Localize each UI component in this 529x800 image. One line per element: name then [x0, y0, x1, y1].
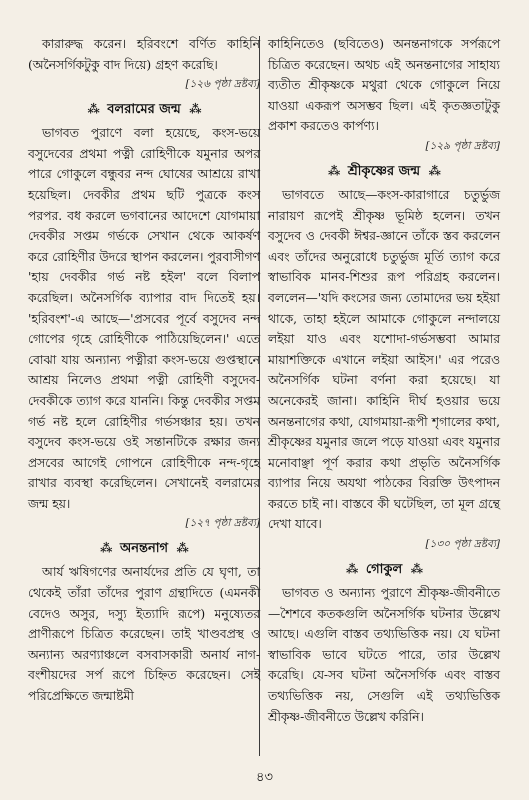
- ornament-icon: ⁂: [428, 163, 440, 178]
- paragraph-intro: কারারুদ্ধ করেন। হরিবংশে বর্ণিত কাহিনি (অনৈসর্গিকটুকু বাদ দিয়ে) গ্রহণ করেছি।: [28, 37, 260, 72]
- heading-text: শ্রীকৃষ্ণের জন্ম: [347, 163, 421, 179]
- page-reference: [১২৯ পৃষ্ঠা দ্রষ্টব্য]: [425, 139, 500, 152]
- page-number: ৪৩: [256, 770, 273, 785]
- ornament-icon: ⁂: [328, 163, 340, 178]
- ornament-icon: ⁂: [346, 562, 358, 577]
- paragraph-gokul: ভাগবত ও অন্যান্য পুরাণে শ্রীকৃষ্ণ-জীবনীতে—শৈশবে কতকগুলি অনৈসর্গিক ঘটনার উল্লেখ আছে। এগুলি বাস্তব তথ্যভিত্তিক নয়। যে ঘটনা স্বাভাবিক ভাবে ঘটতে পারে, তার উল্লেখ করেছি। যে-সব ঘটনা অনৈসর্গিক এবং বাস্তব তথ্যভিত্তিক নয়, সেগুলি এই তথ্যভিত্তিক শ্রীকৃষ্ণ-জীবনীতে উল্লেখ করিনি।: [268, 586, 500, 724]
- ornament-icon: ⁂: [410, 562, 422, 577]
- page-reference: [১৩০ পৃষ্ঠা দ্রষ্টব্য]: [425, 538, 500, 551]
- page-reference: [১২৭ পৃষ্ঠা দ্রষ্টব্য]: [185, 517, 260, 530]
- paragraph-krishna-birth: ভাগবতে আছে—কংস-কারাগারে চতুর্ভুজ নারায়ণ রূপেই শ্রীকৃষ্ণ ভূমিষ্ঠ হলেন। তখন বসুদেব ও দেবকী ঈশ্বর-জ্ঞানে তাঁকে স্তব করলেন এবং তাঁদের অনুরোধে চতুর্ভুজ মূর্তি ত্যাগ করে স্বাভাবিক মানব-শিশুর রূপ পরিগ্রহ করলেন। বললেন—'যদি কংসের জন্য তোমাদের ভয় হইয়া থাকে, তাহা হইলে আমাকে গোকুলে নন্দালয়ে লইয়া যাও এবং যশোদা-গর্ভসম্ভবা আমার মায়াশক্তিকে এখানে লইয়া আইস।' এর পরেও অনৈসর্গিক ঘটনা বর্ণনা করা হয়েছে। যা অনেকেরই জানা। কাহিনি দীর্ঘ হওয়ার ভয়ে অনন্তনাগের কথা, যোগমায়া-রূপী শৃগালের কথা, শ্রীকৃষ্ণের যমুনার জলে পড়ে যাওয়া এবং যমুনার মনোবাঞ্ছা পূর্ণ করার কথা প্রভৃতি অনৈসর্গিক ব্যাপার নিয়ে অযথা পাঠকের বিরক্তি উৎপাদন করতে চাই না। বাস্তবে কী ঘটেছিল, তা মূল গ্রন্থে দেখা যাবে।: [268, 187, 500, 532]
- section-heading-anantanag: [28, 539, 260, 560]
- paragraph-anantanag-cont: কাহিনিতেও (ছবিতেও) অনন্তনাগকে সর্পরূপে চিত্রিত করেছেন। অথচ এই অনন্তনাগের সাহায্য ব্যতীত শ্রীকৃষ্ণকে মথুরা থেকে গোকুলে নিয়ে যাওয়া একরূপ অসম্ভব ছিল। এই কৃতজ্ঞতাটুকু প্রকাশ করতেও কার্পণ্য।: [268, 37, 500, 134]
- page-reference: [১২৬ পৃষ্ঠা দ্রষ্টব্য]: [185, 78, 260, 91]
- left-column: [28, 34, 260, 707]
- section-heading-balaram: [28, 100, 260, 121]
- section-heading-krishna-birth: [268, 162, 500, 183]
- section-heading-gokul: [268, 560, 500, 581]
- ornament-icon: ⁂: [176, 541, 188, 556]
- ornament-icon: ⁂: [189, 102, 201, 117]
- heading-text: অনন্তনাগ: [119, 541, 169, 557]
- paragraph-anantanag: আর্য ঋষিগণের অনার্যদের প্রতি যে ঘৃণা, তা থেকেই তাঁরা তাঁদের পুরাণ গ্রন্থাদিতে (এমনকী বেদেও অসুর, দস্যু ইত্যাদি রূপে) মনুষ্যেতর প্রাণীরূপে চিত্রিত করেছেন। তাই খাণ্ডবপ্রস্থ ও অন্যান্য অরণ্যাঞ্চলে বসবাসকারী অনার্য নাগ-বংশীয়দের সর্প রূপে চিহ্নিত করেছেন। সেই পরিপ্রেক্ষিতে জন্মাষ্টমী: [28, 565, 260, 704]
- right-column: [268, 34, 500, 727]
- paragraph-balaram: ভাগবত পুরাণে বলা হয়েছে, কংস-ভয়ে বসুদেবের প্রথমা পত্নী রোহিণীকে যমুনার অপর পারে গোকুলে বন্ধুবর নন্দ ঘোষের আশ্রয়ে রাখা হয়েছিল। দেবকীর প্রথম ছটি পুত্রকে কংস পরপর. বধ করলে ভগবানের আদেশে যোগমায়া দেবকীর সপ্তম গর্ভকে সেখান থেকে আকর্ষণ করে রোহিণীর উদরে স্থাপন করলেন। পুরবাসীগণ 'হায় দেবকীর গর্ভ নষ্ট হইল' বলে বিলাপ করেছিল। অনৈসর্গিক ব্যাপার বাদ দিতেই হয়। 'হরিবংশ'-এ আছে—'প্রসবের পূর্বে বসুদেব নন্দ গোপের গৃহে রোহিণীকে পাঠিয়েছিলেন।' এতে বোঝা যায় অন্যান্য পত্নীরা কংস-ভয়ে গুপ্তস্থানে আশ্রয় নিলেও প্রথমা পত্নী রোহিণী বসুদেব-দেবকীকে ত্যাগ করে যাননি। কিন্তু দেবকীর সপ্তম গর্ভ নষ্ট হলে রোহিণীর গর্ভসঞ্চার হয়। তখন বসুদেব কংস-ভয়ে ওই সন্তানটিকে রক্ষার জন্য প্রসবের আগেই গোপনে রোহিণীকে নন্দ-গৃহে রাখার ব্যবস্থা করেছিলেন। সেখানেই বলরামের জন্ম হয়।: [28, 126, 260, 511]
- ornament-icon: ⁂: [100, 541, 112, 556]
- heading-text: গোকুল: [365, 562, 403, 578]
- heading-text: বলরামের জন্ম: [107, 102, 181, 118]
- ornament-icon: ⁂: [87, 102, 99, 117]
